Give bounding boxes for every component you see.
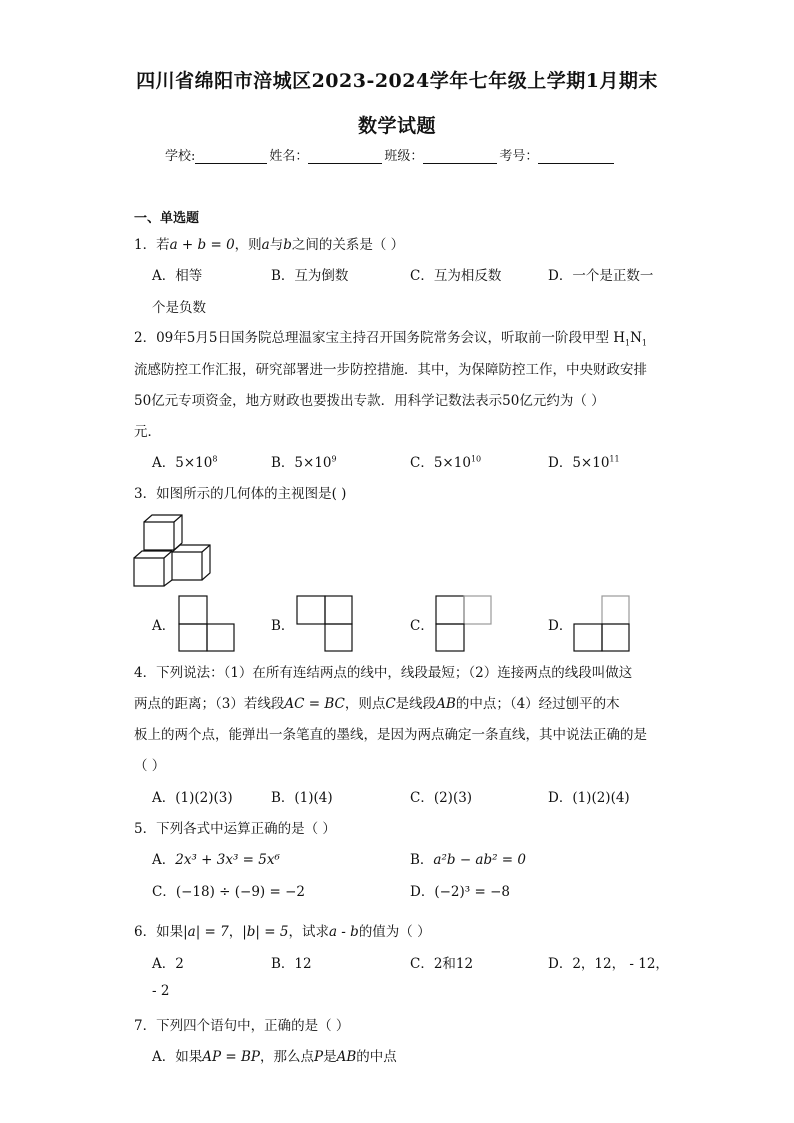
question-7-stem: 7．下列四个语句中，正确的是（ ） <box>134 1018 350 1034</box>
q2-option-d[interactable]: D．$5\times 10^{11}$ <box>548 454 620 471</box>
q5-option-d[interactable]: D．(−2)³ = −8 <box>410 884 510 900</box>
q1-option-d-continued: 个是负数 <box>152 300 206 316</box>
q5-option-b[interactable]: B．a²b − ab² = 0 <box>410 852 527 868</box>
question-2-line2: 流感防控工作汇报，研究部署进一步防控措施．其中，为保障防控工作，中央财政安排 <box>134 362 647 378</box>
q3-cube-solid-figure <box>132 512 212 588</box>
q6-option-d[interactable]: D．2，12， - 12， <box>548 956 669 972</box>
question-4-line1: 4．下列说法：（1）在所有连结两点的线中，线段最短；（2）连接两点的线段叫做这 <box>134 665 633 681</box>
q7-option-a[interactable]: A．如果AP = BP，那么点P是AB的中点 <box>152 1049 397 1065</box>
q3-option-b-label[interactable]: B． <box>271 618 295 634</box>
q2-option-c[interactable]: C．$5\times 10^{10}$ <box>410 454 482 471</box>
q2-option-a[interactable]: A．$5\times 10^8$ <box>152 454 218 471</box>
q5-option-a[interactable]: A．2x³ + 3x³ = 5x⁶ <box>152 852 280 868</box>
question-1-stem: 1．若a + b = 0，则a与b之间的关系是（ ） <box>134 237 405 253</box>
q1-option-d[interactable]: D．一个是正数一 <box>548 268 654 284</box>
q3-option-d-label[interactable]: D． <box>548 618 573 634</box>
q6-option-c[interactable]: C．2和12 <box>410 956 474 972</box>
q3-option-c-view[interactable] <box>435 595 493 653</box>
q2-option-b[interactable]: B．$5\times 10^9$ <box>271 454 337 471</box>
question-3-stem: 3．如图所示的几何体的主视图是( ) <box>134 486 347 502</box>
question-4-line3: 板上的两个点，能弹出一条笔直的墨线，是因为两点确定一条直线，其中说法正确的是 <box>134 727 647 743</box>
name-label: 姓名： <box>269 149 309 164</box>
student-info-row <box>165 145 616 164</box>
question-2-line1: 2．09年5月5日国务院总理温家宝主持召开国务院常务会议，听取前一阶段甲型 $H_1N_1$ <box>134 330 648 348</box>
q3-option-a-view[interactable] <box>178 595 236 653</box>
question-6-stem: 6．如果|a| = 7，|b| = 5，试求a - b的值为（ ） <box>134 924 431 940</box>
question-4-line2: 两点的距离；（3）若线段AC = BC，则点C是线段AB的中点；（4）经过刨平的木 <box>134 696 620 712</box>
section-heading: 一、单选题 <box>134 211 200 226</box>
q3-option-a-label[interactable]: A． <box>152 618 176 634</box>
q6-option-a[interactable]: A．2 <box>152 956 184 972</box>
q6-option-d-continued: - 2 <box>152 983 170 999</box>
exam-number-label: 考号： <box>499 149 539 164</box>
q3-option-c-label[interactable]: C． <box>410 618 434 634</box>
school-blank[interactable] <box>195 149 267 164</box>
class-label: 班级： <box>384 149 424 164</box>
question-2-line3: 50亿元专项资金，地方财政也要拨出专款．用科学记数法表示50亿元约为（ ） <box>134 393 605 409</box>
q4-option-d[interactable]: D．(1)(2)(4) <box>548 790 630 806</box>
exam-title-line2: 数学试题 <box>357 115 436 137</box>
question-5-stem: 5．下列各式中运算正确的是（ ） <box>134 821 336 837</box>
q3-option-b-view[interactable] <box>296 595 354 653</box>
name-blank[interactable] <box>308 149 382 164</box>
q1-option-c[interactable]: C．互为相反数 <box>410 268 502 284</box>
q5-option-c[interactable]: C．(−18) ÷ (−9) = −2 <box>152 884 305 900</box>
q4-option-c[interactable]: C．(2)(3) <box>410 790 473 806</box>
class-blank[interactable] <box>423 149 497 164</box>
school-label: 学校: <box>165 149 196 164</box>
question-2-line4: 元． <box>134 424 161 440</box>
question-4-line4: （ ） <box>134 758 166 774</box>
exam-number-blank[interactable] <box>538 149 614 164</box>
q6-option-b[interactable]: B．12 <box>271 956 312 972</box>
q4-option-b[interactable]: B．(1)(4) <box>271 790 333 806</box>
q1-option-b[interactable]: B．互为倒数 <box>271 268 349 284</box>
q3-option-d-view[interactable] <box>573 595 631 653</box>
q1-option-a[interactable]: A．相等 <box>152 268 203 284</box>
exam-title-line1: 四川省绵阳市涪城区2023-2024学年七年级上学期1月期末 <box>136 70 658 92</box>
q4-option-a[interactable]: A．(1)(2)(3) <box>152 790 233 806</box>
